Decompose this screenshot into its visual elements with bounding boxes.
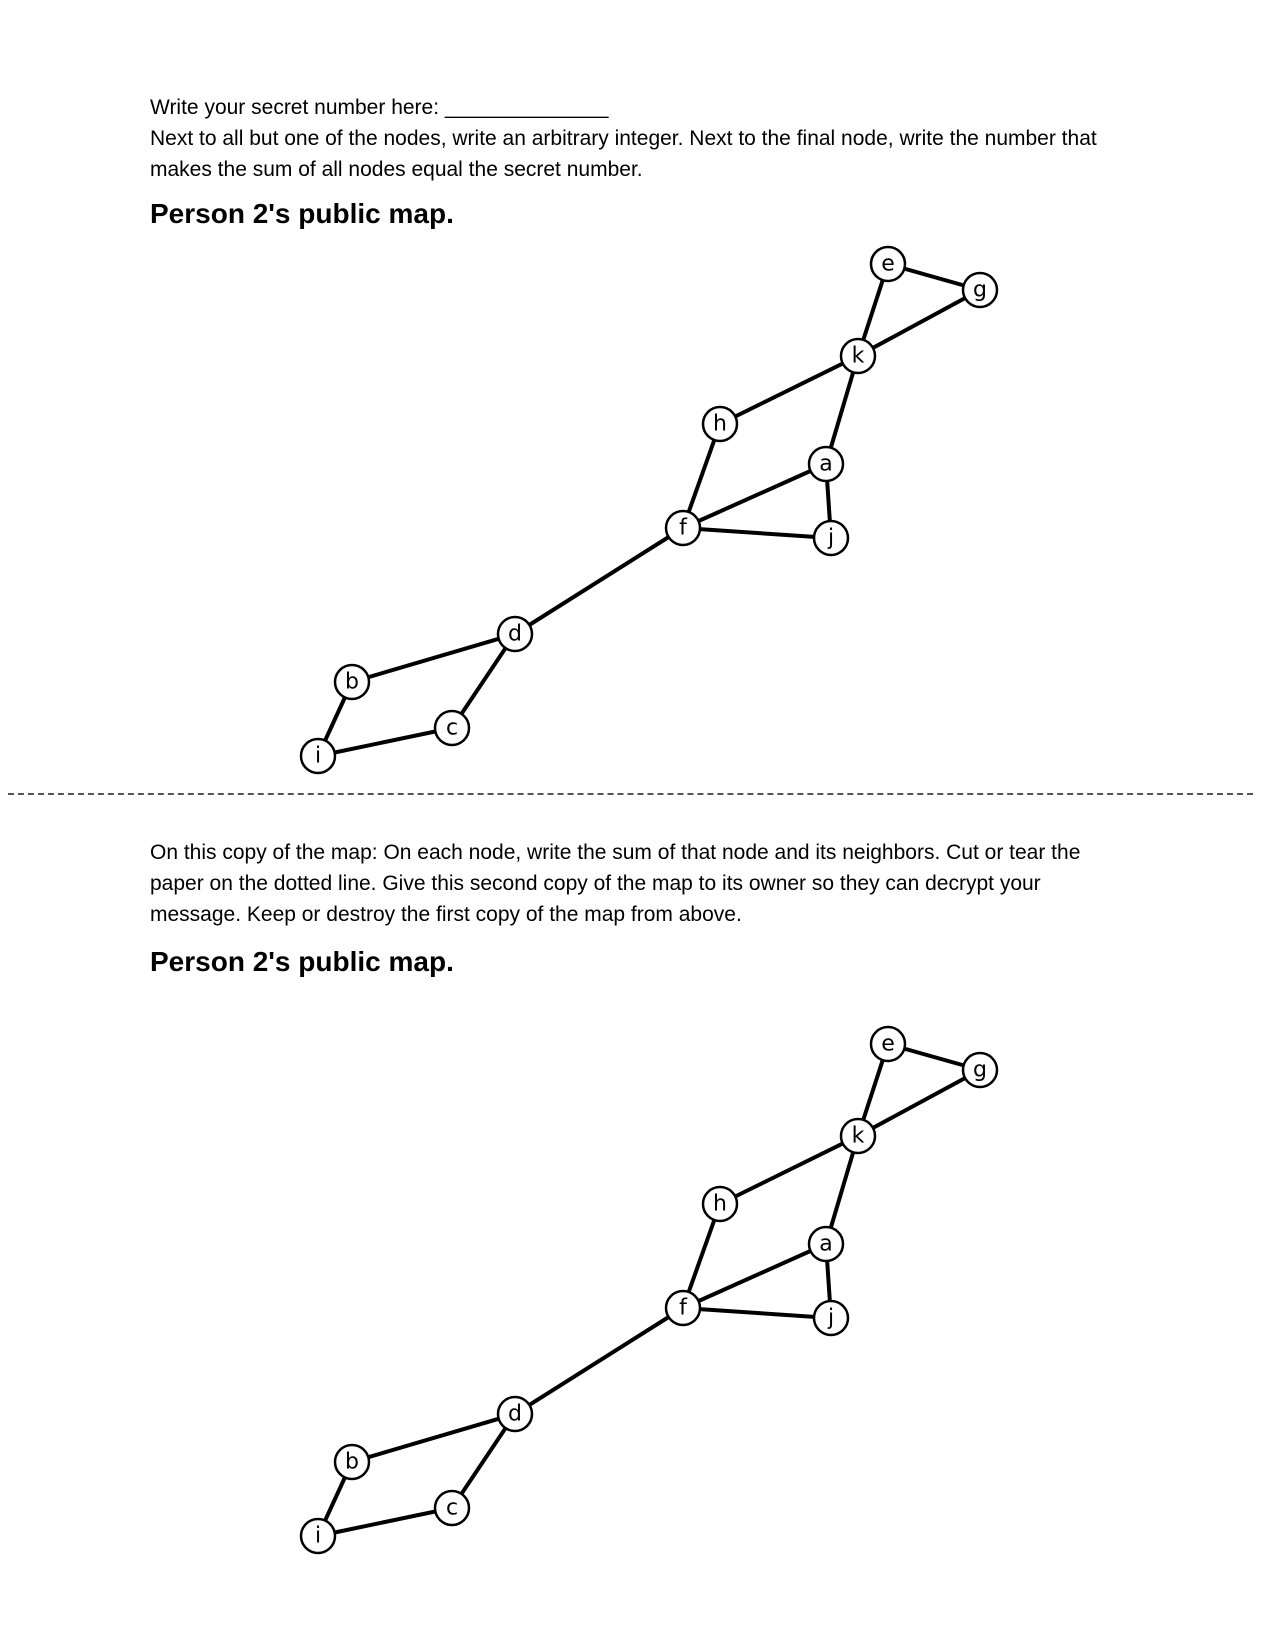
- map2-node-label-j: j: [827, 1305, 835, 1331]
- map2-node-b: [335, 1445, 369, 1479]
- map2-node-d: [498, 1397, 532, 1431]
- secret-number-line[interactable]: Write your secret number here: ______________: [150, 96, 609, 119]
- bottom-instructions: [150, 837, 1130, 930]
- map1-node-label-f: f: [679, 515, 687, 541]
- map2-node-label-i: i: [314, 1523, 322, 1549]
- map1-node-label-h: h: [713, 411, 727, 437]
- map1-node-label-a: a: [819, 451, 833, 477]
- map1-node-label-k: k: [851, 343, 865, 369]
- map1-node-label-b: b: [345, 669, 359, 695]
- map2-node-g: [963, 1053, 997, 1087]
- map1-node-label-c: c: [445, 715, 459, 741]
- map2-node-label-b: b: [345, 1449, 359, 1475]
- dotted-cut-line: [8, 793, 1253, 795]
- map2-node-label-a: a: [819, 1231, 833, 1257]
- map1-node-label-e: e: [881, 251, 895, 277]
- map2-node-label-f: f: [679, 1295, 687, 1321]
- map1-edge-f-j: [683, 528, 831, 538]
- map2-edge-f-j: [683, 1308, 831, 1318]
- map1-node-i: [301, 739, 335, 773]
- map1-edge-c-i: [318, 728, 452, 756]
- sum-instructions: On this copy of the map: On each node, write the sum of that node and its neighbors. Cut or tear the paper on the dotted line. Give this second copy of the map to its owner so they can decrypt your message. Keep or destroy the first copy of the map from above.: [150, 841, 1081, 926]
- map2-node-j: [814, 1301, 848, 1335]
- map2-node-c: [435, 1491, 469, 1525]
- map1-node-k: [841, 339, 875, 373]
- map1-node-label-d: d: [508, 621, 522, 647]
- map1-node-b: [335, 665, 369, 699]
- map2-node-i: [301, 1519, 335, 1553]
- map2-node-h: [703, 1187, 737, 1221]
- map1-edge-f-d: [515, 528, 683, 634]
- map1-node-d: [498, 617, 532, 651]
- map2-node-label-d: d: [508, 1401, 522, 1427]
- map2-node-label-g: g: [973, 1057, 987, 1083]
- map2-node-a: [809, 1227, 843, 1261]
- map2-node-k: [841, 1119, 875, 1153]
- top-instructions: [150, 92, 1130, 185]
- map2-node-label-e: e: [881, 1031, 895, 1057]
- map2-edge-d-b: [352, 1414, 515, 1462]
- map1-node-label-i: i: [314, 743, 322, 769]
- map1-node-g: [963, 273, 997, 307]
- map1-node-e: [871, 247, 905, 281]
- public-map-bottom: [0, 1020, 1275, 1580]
- map2-edge-k-h: [720, 1136, 858, 1204]
- map1-node-j: [814, 521, 848, 555]
- map1-node-label-g: g: [973, 277, 987, 303]
- map2-node-e: [871, 1027, 905, 1061]
- map1-edge-k-h: [720, 356, 858, 424]
- node-instructions: Next to all but one of the nodes, write an arbitrary integer. Next to the final node, write the number that makes the sum of all nodes equal the secret number.: [150, 127, 1097, 181]
- map2-edge-c-i: [318, 1508, 452, 1536]
- map1-node-f: [666, 511, 700, 545]
- map1-node-label-j: j: [827, 525, 835, 551]
- map2-node-f: [666, 1291, 700, 1325]
- map-title-top: Person 2's public map.: [150, 198, 454, 229]
- map1-node-a: [809, 447, 843, 481]
- map-title-bottom: Person 2's public map.: [150, 946, 454, 977]
- map2-node-label-c: c: [445, 1495, 459, 1521]
- public-map-top: [0, 240, 1275, 800]
- map2-node-label-h: h: [713, 1191, 727, 1217]
- map2-node-label-k: k: [851, 1123, 865, 1149]
- map2-edge-f-d: [515, 1308, 683, 1414]
- map1-node-c: [435, 711, 469, 745]
- map1-edge-d-b: [352, 634, 515, 682]
- map1-node-h: [703, 407, 737, 441]
